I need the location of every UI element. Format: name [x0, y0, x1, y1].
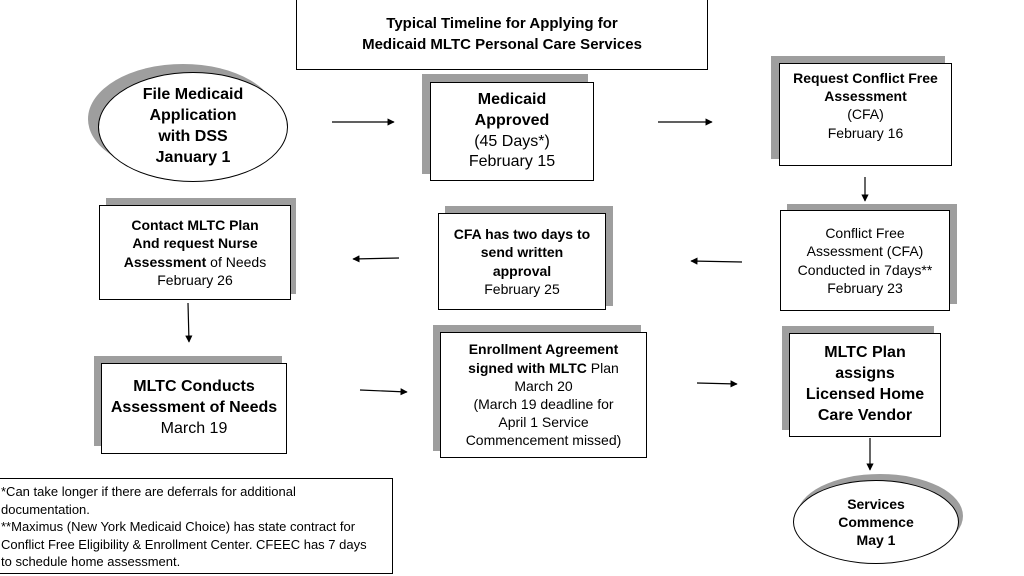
enrollment-date: March 20 — [514, 377, 573, 394]
enrollment-note-1: (March 19 deadline for — [473, 396, 614, 412]
services-commence-date: May 1 — [856, 532, 896, 549]
medicaid-approved-duration: (45 Days*) — [474, 132, 550, 150]
arrow-conducted-to-approval — [691, 261, 742, 262]
footnote-line-5: to schedule home assessment. — [1, 554, 181, 570]
services-commence-line-2: Commence — [838, 513, 914, 530]
cfa-approval-line-3: approval — [492, 262, 552, 279]
cfa-conducted-line-3: Conducted in 7days** — [797, 261, 933, 278]
arrow-approval-to-contact — [353, 258, 399, 259]
arrow-enrollment-to-vendor — [697, 383, 737, 384]
file-application-line-1: File Medicaid — [142, 86, 244, 104]
contact-mltc-date: February 26 — [157, 271, 233, 288]
file-application-line-3: with DSS — [158, 128, 228, 145]
cfa-conducted-line-1: Conflict Free — [825, 225, 905, 242]
mltc-assessment-date: March 19 — [160, 419, 228, 437]
services-commence-line-1: Services — [847, 495, 905, 512]
footnote-line-4: Conflict Free Eligibility & Enrollment Center. CFEEC has 7 days — [1, 536, 367, 552]
enrollment-note-2: April 1 Service — [498, 414, 589, 431]
cfa-approval-line-1: CFA has two days to — [453, 226, 591, 243]
contact-mltc-line-3-rest: of Needs — [206, 253, 267, 270]
file-application-date: January 1 — [155, 148, 231, 166]
request-cfa-line-2: Assessment — [824, 88, 907, 105]
arrow-contact-to-assessment — [188, 303, 189, 342]
contact-mltc-line-2: And request Nurse — [132, 235, 258, 252]
cfa-conducted-line-2: Assessment (CFA) — [806, 243, 924, 260]
footnote-line-1: *Can take longer if there are deferrals for additional — [1, 484, 296, 499]
contact-mltc-line-1: Contact MLTC Plan — [131, 217, 259, 234]
title-line-2: Medicaid MLTC Personal Care Services — [362, 36, 642, 53]
cfa-approval-line-2: send written — [480, 244, 564, 261]
enrollment-line-1: Enrollment Agreement — [468, 341, 619, 358]
assign-vendor-line-2: assigns — [835, 365, 895, 383]
assign-vendor-line-1: MLTC Plan — [824, 344, 906, 362]
cfa-approval-date: February 25 — [484, 280, 560, 297]
cfa-conducted-date: February 23 — [827, 279, 903, 296]
footnote-line-2: documentation. — [1, 501, 90, 517]
mltc-assessment-line-1: MLTC Conducts — [133, 378, 255, 396]
medicaid-approved-line-1: Medicaid — [477, 90, 547, 108]
medicaid-approved-date: February 15 — [468, 153, 556, 171]
footnote-line-3: **Maximus (New York Medicaid Choice) has state contract for — [1, 519, 356, 535]
enrollment-line-2-rest: Plan — [586, 359, 619, 376]
request-cfa-date: February 16 — [827, 124, 904, 141]
assign-vendor-line-4: Care Vendor — [817, 406, 913, 424]
file-application-line-2: Application — [149, 107, 237, 125]
assign-vendor-line-3: Licensed Home — [805, 386, 925, 403]
mltc-assessment-line-2: Assessment of Needs — [110, 399, 278, 417]
contact-mltc-line-3-bold: Assessment — [123, 253, 207, 270]
medicaid-approved-line-2: Approved — [474, 111, 550, 129]
request-cfa-abbr: (CFA) — [847, 106, 884, 123]
enrollment-note-3: Commencement missed) — [465, 432, 622, 449]
request-cfa-line-1: Request Conflict Free — [793, 70, 938, 86]
enrollment-line-2-bold: signed with MLTC — [468, 359, 587, 376]
title-line-1: Typical Timeline for Applying for — [386, 15, 618, 32]
arrow-assessment-to-enrollment — [360, 390, 407, 392]
